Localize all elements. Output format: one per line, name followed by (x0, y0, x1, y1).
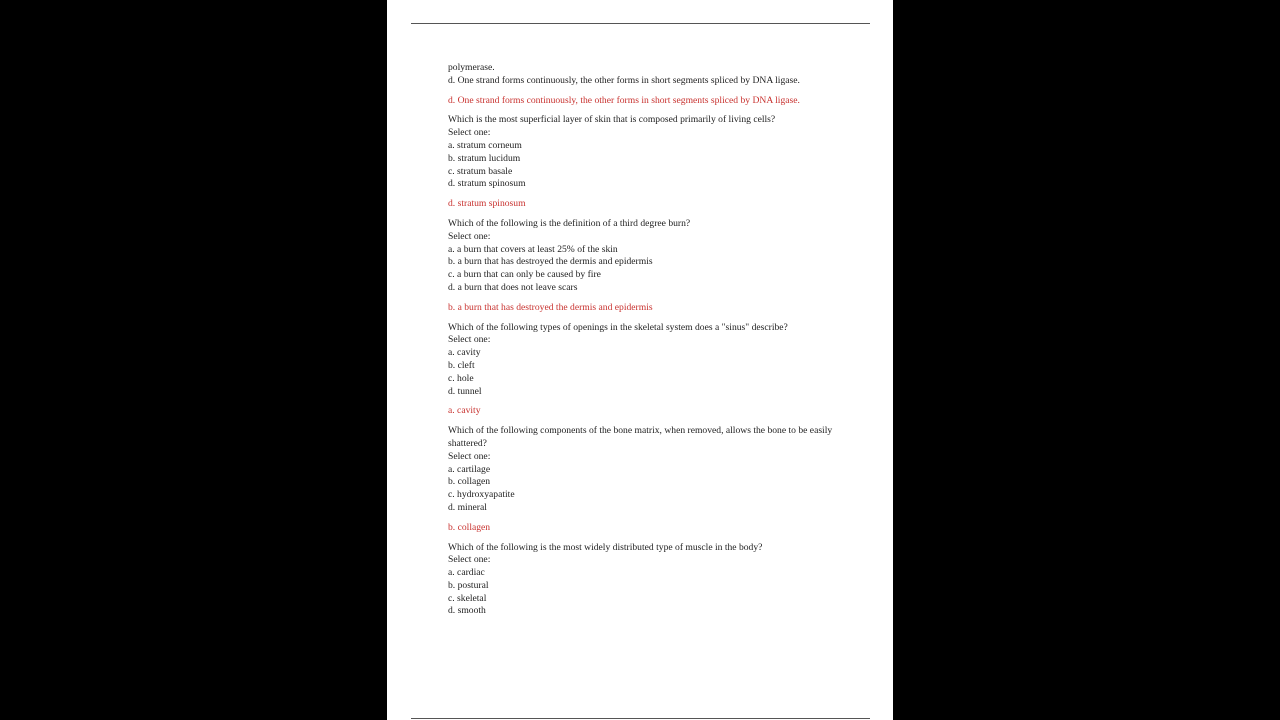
footer-rule (411, 718, 870, 719)
answer-option: b. postural (448, 579, 489, 591)
answer-option: a. a burn that covers at least 25% of the skin (448, 243, 618, 255)
answer-option: b. a burn that has destroyed the dermis and epidermis (448, 256, 653, 268)
select-one-prompt: Select one: (448, 334, 491, 346)
answer-option: a. cavity (448, 347, 481, 359)
select-one-prompt: Select one: (448, 230, 491, 242)
select-one-prompt: Select one: (448, 127, 491, 139)
answer-option: a. cardiac (448, 567, 485, 579)
question-text: Which of the following is the definition of a third degree burn? (448, 217, 691, 229)
correct-answer: d. One strand forms continuously, the other forms in short segments spliced by DNA ligase. (448, 94, 800, 106)
select-one-prompt: Select one: (448, 554, 491, 566)
correct-answer: a. cavity (448, 405, 481, 417)
document-page (387, 0, 893, 720)
answer-option: d. tunnel (448, 385, 482, 397)
intro-line: d. One strand forms continuously, the other forms in short segments spliced by DNA ligase. (448, 74, 800, 86)
answer-option: c. stratum basale (448, 165, 513, 177)
intro-line: polymerase. (448, 62, 495, 73)
correct-answer: d. stratum spinosum (448, 198, 526, 210)
question-block (448, 425, 848, 534)
answer-option: d. mineral (448, 501, 487, 513)
question-text: Which of the following components of the bone matrix, when removed, allows the bone to be easily shattered? (448, 425, 833, 449)
question-block (448, 322, 848, 419)
answer-option: d. smooth (448, 605, 486, 617)
answer-option: a. stratum corneum (448, 139, 522, 151)
question-block (448, 218, 848, 315)
answer-option: d. stratum spinosum (448, 178, 526, 190)
answer-option: c. hole (448, 372, 474, 384)
header-rule (411, 23, 870, 24)
quiz-content (448, 62, 848, 618)
answer-option: b. stratum lucidum (448, 152, 521, 164)
question-text: Which of the following types of openings in the skeletal system does a "sinus" describe? (448, 321, 788, 333)
question-text: Which is the most superficial layer of skin that is composed primarily of living cells? (448, 114, 776, 126)
question-block (448, 542, 848, 619)
answer-option: a. cartilage (448, 463, 491, 475)
answer-option: d. a burn that does not leave scars (448, 281, 578, 293)
answer-option: b. cleft (448, 359, 475, 371)
correct-answer: b. a burn that has destroyed the dermis and epidermis (448, 301, 653, 313)
answer-option: c. hydroxyapatite (448, 489, 515, 501)
answer-option: b. collagen (448, 476, 491, 488)
correct-answer: b. collagen (448, 521, 491, 533)
question-text: Which of the following is the most widely distributed type of muscle in the body? (448, 541, 763, 553)
answer-option: c. skeletal (448, 592, 487, 604)
select-one-prompt: Select one: (448, 450, 491, 462)
answer-option: c. a burn that can only be caused by fire (448, 269, 601, 281)
question-block (448, 114, 848, 211)
